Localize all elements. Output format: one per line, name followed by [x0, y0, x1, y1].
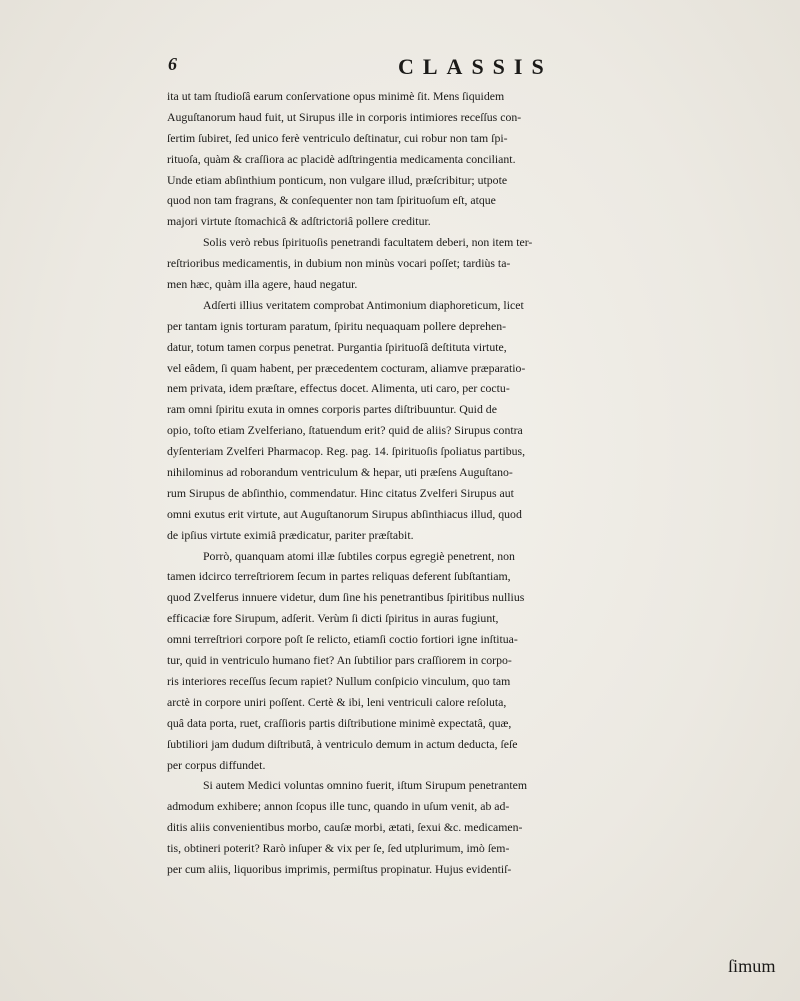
text-line: tis, obtineri poterit? Rarò inſuper & vix per ſe, ſed utplurimum, imò ſem-	[167, 841, 510, 856]
paragraph-start-line: Si autem Medici voluntas omnino fuerit, iſtum Sirupum penetrantem	[203, 778, 528, 793]
text-line: vel eâdem, ſi quam habent, per præcedentem cocturam, aliamve præparatio-	[167, 360, 526, 375]
text-line: ditis aliis convenientibus morbo, cauſæ morbi, ætati, ſexui &c. medicamen-	[167, 820, 523, 835]
text-line: de ipſius virtute eximiâ prædicatur, pariter præſtabit.	[167, 527, 414, 542]
text-line: admodum exhibere; annon ſcopus ille tunc, quando in uſum venit, ab ad-	[167, 799, 510, 814]
text-line: datur, totum tamen corpus penetrat. Purgantia ſpirituoſâ deſtituta virtute,	[167, 339, 507, 354]
text-line: tur, quid in ventriculo humano fiet? An ſubtilior pars craſſiorem in corpo-	[167, 653, 512, 668]
text-line: opio, toſto etiam Zvelferiano, ſtatuendum erit? quid de aliis? Sirupus contra	[167, 423, 523, 438]
text-line: ſubtiliori jam dudum diſtributâ, à ventriculo demum in actum deducta, ſeſe	[167, 736, 518, 751]
text-line: arctè in corpore uniri poſſent. Certè & ibi, leni ventriculi calore reſoluta,	[167, 694, 507, 709]
text-line: men hæc, quàm illa agere, haud negatur.	[167, 277, 358, 292]
text-line: ram omni ſpiritu exuta in omnes corporis partes diſtribuuntur. Quid de	[167, 402, 497, 417]
body-text	[167, 86, 799, 880]
text-line: ris interiores receſſus ſecum rapiet? Nullum conſpicio vinculum, quo tam	[167, 673, 511, 688]
text-line: tamen idcirco terreſtriorem ſecum in partes reliquas deferent ſubſtantiam,	[167, 569, 511, 584]
text-line: per cum aliis, liquoribus imprimis, permiſtus propinatur. Hujus evidentiſ-	[167, 861, 512, 876]
text-line: nihilominus ad roborandum ventriculum & hepar, uti præſens Auguſtano-	[167, 465, 513, 480]
text-line: ita ut tam ſtudioſâ earum conſervatione opus minimè ſit. Mens ſiquidem	[167, 89, 505, 103]
running-head: CLASSIS	[398, 54, 553, 79]
text-line: efficaciæ fore Sirupum, adſerit. Verùm ſi dicti ſpiritus in auras fugiunt,	[167, 611, 499, 626]
paragraph-start-line: Adſerti illius veritatem comprobat Antimonium diaphoreticum, licet	[203, 297, 524, 312]
text-line: quâ data porta, ruet, craſſioris partis diſtributione minimè expectatâ, quæ,	[167, 715, 512, 730]
page-number: 6	[168, 54, 177, 74]
paragraph-start-line: Solis verò rebus ſpirituoſis penetrandi facultatem deberi, non item ter-	[203, 235, 533, 250]
text-line: per tantam ignis torturam paratum, ſpiritu nequaquam pollere deprehen-	[167, 318, 507, 333]
text-line: omni exutus erit virtute, aut Auguſtanorum Sirupus abſinthiacus illud, quod	[167, 506, 522, 521]
text-line: Unde etiam abſinthium ponticum, non vulgare illud, præſcribitur; utpote	[167, 172, 508, 187]
page-header	[0, 54, 800, 84]
text-line: quod non tam fragrans, & conſequenter non tam ſpirituoſum eſt, atque	[167, 193, 496, 208]
text-line: dyſenteriam Zvelferi Pharmacop. Reg. pag. 14. ſpirituoſis ſpoliatus partibus,	[167, 444, 526, 459]
text-line: rum Sirupus de abſinthio, commendatur. Hinc citatus Zvelferi Sirupus aut	[167, 485, 514, 500]
catchword: ſimum	[728, 956, 776, 976]
text-line: majori virtute ſtomachicâ & adſtrictoriâ pollere creditur.	[167, 214, 431, 229]
paragraph-start-line: Porrò, quanquam atomi illæ ſubtiles corpus egregiè penetrent, non	[203, 548, 515, 563]
text-line: per corpus diffundet.	[167, 757, 266, 772]
text-line: omni terreſtriori corpore poſt ſe relicto, etiamſi coctio fortiori igne inſtitua-	[167, 632, 518, 647]
text-line: quod Zvelferus innuere videtur, dum ſine his penetrantibus ſpiritibus nullius	[167, 590, 525, 605]
text-line: Auguſtanorum haud fuit, ut Sirupus ille in corporis intimiores receſſus con-	[167, 109, 522, 124]
text-line: nem privata, idem præſtare, effectus docet. Alimenta, uti caro, per coctu-	[167, 381, 510, 396]
text-line: ſertim ſubiret, ſed unico ferè ventriculo deſtinatur, cui robur non tam ſpi-	[167, 130, 508, 145]
text-line: reſtrioribus medicamentis, in dubium non minùs vocari poſſet; tardiùs ta-	[167, 256, 511, 271]
text-line: rituoſa, quàm & craſſiora ac placidè adſtringentia medicamenta conciliant.	[167, 151, 516, 166]
